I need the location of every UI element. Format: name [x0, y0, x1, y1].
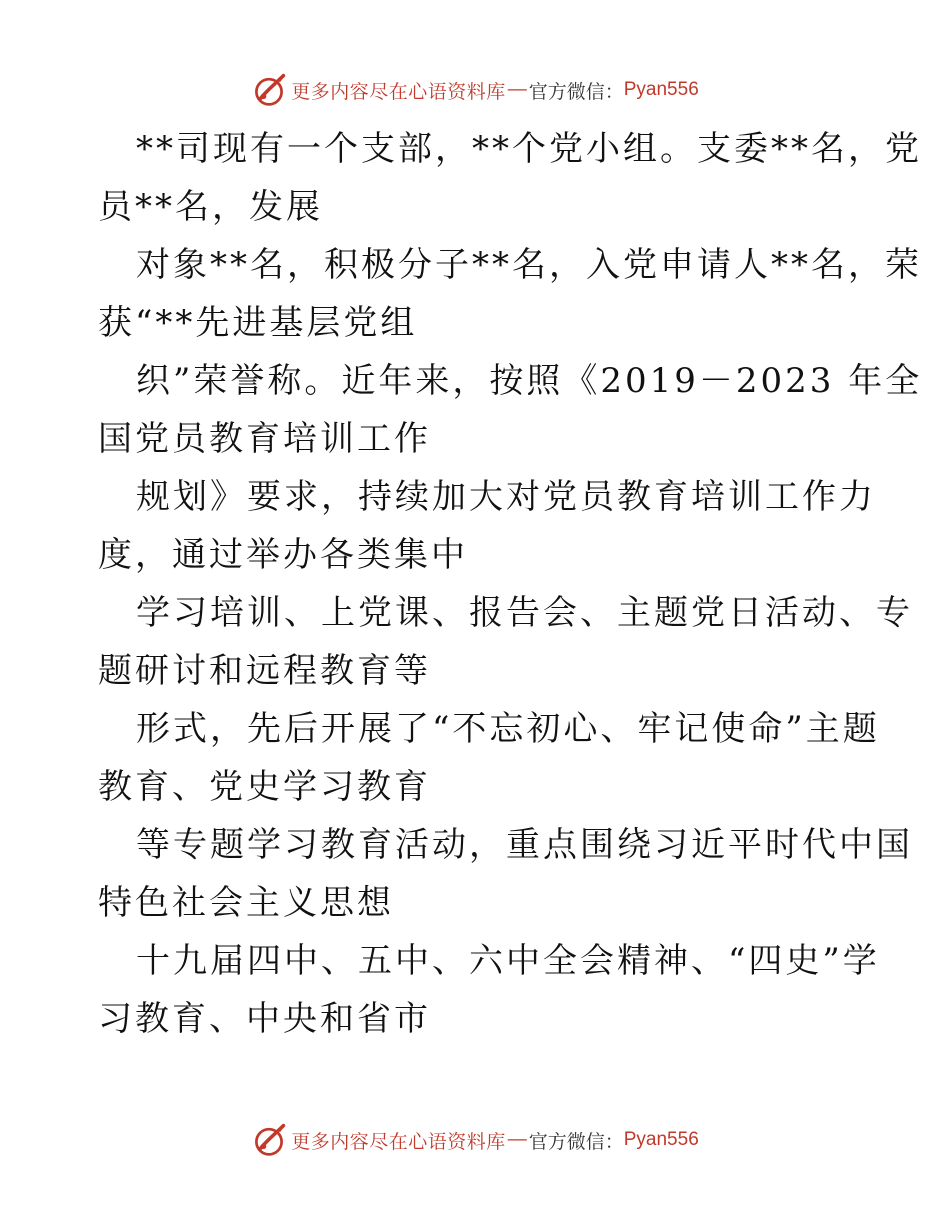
body-line: 十九届四中、五中、六中全会精神、“四史”学 [136, 941, 880, 981]
body-line: 规划》要求，持续加大对党员教育培训工作力 [136, 477, 876, 517]
watermark-official-label: 官方微信： [528, 1130, 624, 1153]
body-line: 员**名，发展 [98, 187, 323, 227]
body-line: **司现有一个支部，**个党小组。支委**名，党 [136, 129, 922, 169]
header-watermark [0, 70, 950, 110]
watermark-separator: — [507, 79, 527, 100]
body-line: 学习培训、上党课、报告会、主题党日活动、专 [136, 593, 913, 633]
brush-pen-logo-icon [251, 72, 287, 108]
body-line: 形式，先后开展了“不忘初心、牢记使命”主题 [136, 709, 880, 749]
watermark-account: Pyan556 [623, 79, 699, 100]
watermark-brand-text: 更多内容尽在心语资料库 [291, 80, 506, 103]
watermark-brand-text: 更多内容尽在心语资料库 [291, 1130, 506, 1153]
body-line: 国党员教育培训工作 [98, 419, 431, 459]
body-line: 对象**名，积极分子**名，入党申请人**名，荣 [136, 245, 922, 285]
document-body [98, 120, 923, 1048]
body-line: 题研讨和远程教育等 [98, 651, 431, 691]
body-line: 等专题学习教育活动，重点围绕习近平时代中国 [136, 825, 913, 865]
watermark-account: Pyan556 [623, 1129, 699, 1150]
body-line: 习教育、中央和省市 [98, 999, 431, 1039]
footer-watermark [0, 1120, 950, 1160]
body-line: 教育、党史学习教育 [98, 767, 431, 807]
watermark-official-label: 官方微信： [528, 80, 624, 103]
body-line: 织”荣誉称。近年来，按照《2019－2023 年全 [136, 361, 923, 401]
body-line: 获“**先进基层党组 [98, 303, 418, 343]
body-line: 特色社会主义思想 [98, 883, 394, 923]
watermark-separator: — [507, 1129, 527, 1150]
brush-pen-logo-icon [251, 1122, 287, 1158]
body-line: 度，通过举办各类集中 [98, 535, 468, 575]
